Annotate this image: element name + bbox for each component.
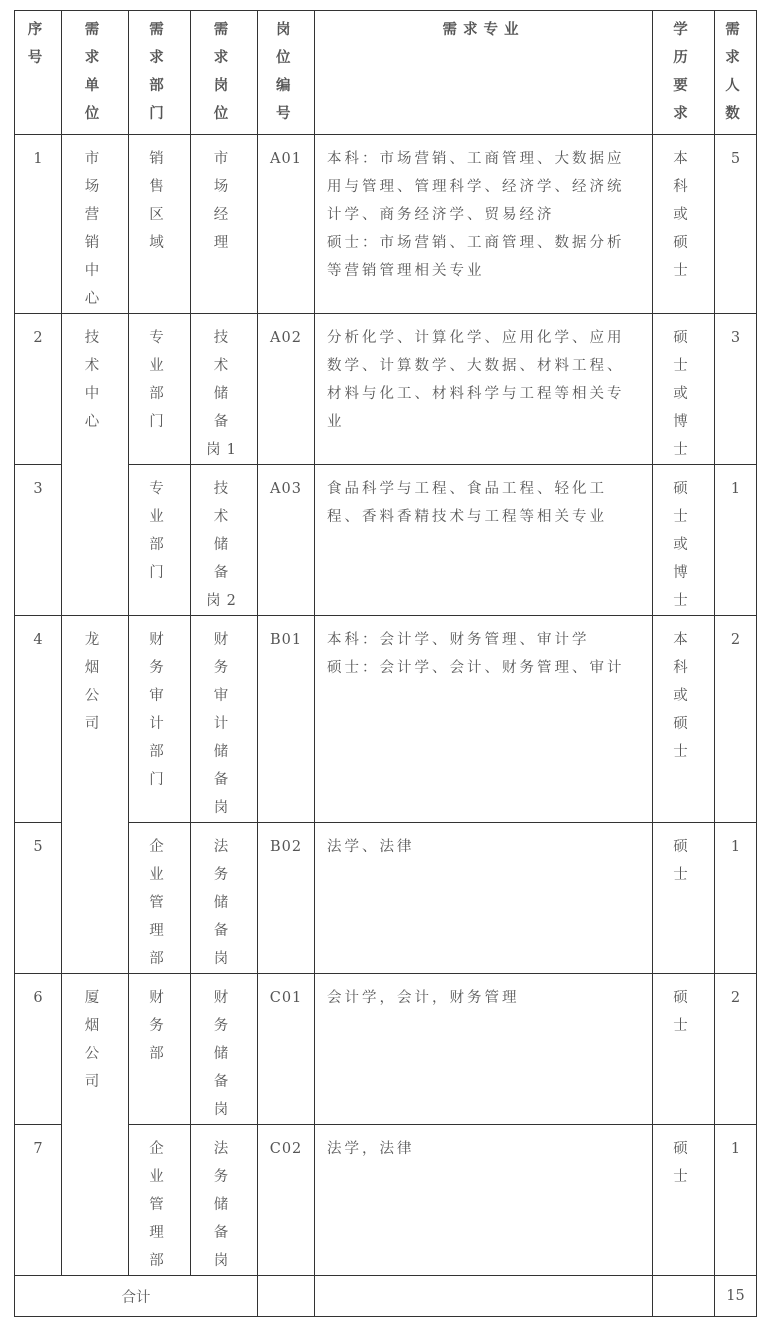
cell-edu: 硕士 (653, 974, 715, 1125)
cell-code: A01 (258, 135, 315, 314)
header-dept: 需求部门 (129, 11, 191, 135)
cell-position: 财务审计储备岗 (191, 616, 258, 823)
cell-edu: 本科或硕士 (653, 135, 715, 314)
cell-position: 法务储备岗 (191, 823, 258, 974)
total-label-cell: 合计 (15, 1276, 258, 1317)
table-row (15, 616, 757, 823)
total-count-cell: 15 (715, 1276, 757, 1317)
header-unit: 需求单位 (62, 11, 129, 135)
cell-count: 2 (715, 974, 757, 1125)
cell-seq: 2 (15, 314, 62, 465)
cell-position: 技术储备岗1 (191, 314, 258, 465)
cell-count: 5 (715, 135, 757, 314)
header-code: 岗位编号 (258, 11, 315, 135)
cell-edu: 硕士 (653, 823, 715, 974)
header-seq: 序号 (15, 11, 62, 135)
cell-major: 食品科学与工程、食品工程、轻化工程、香料香精技术与工程等相关专业 (315, 465, 653, 616)
cell-count: 1 (715, 823, 757, 974)
cell-unit: 技术中心 (62, 314, 129, 616)
cell-seq: 5 (15, 823, 62, 974)
cell-position: 财务储备岗 (191, 974, 258, 1125)
table-row (15, 974, 757, 1125)
cell-code: A02 (258, 314, 315, 465)
total-edu-cell (653, 1276, 715, 1317)
cell-dept: 企业管理部 (129, 1125, 191, 1276)
cell-code: A03 (258, 465, 315, 616)
cell-position: 技术储备岗2 (191, 465, 258, 616)
cell-major: 法学，法律 (315, 1125, 653, 1276)
cell-dept: 专业部门 (129, 465, 191, 616)
header-edu: 学历要求 (653, 11, 715, 135)
cell-major: 法学、法律 (315, 823, 653, 974)
header-count: 需求人数 (715, 11, 757, 135)
cell-major: 本科：市场营销、工商管理、大数据应用与管理、管理科学、经济学、经济统计学、商务经济学、贸易经济 硕士：市场营销、工商管理、数据分析等营销管理相关专业 (315, 135, 653, 314)
cell-code: C01 (258, 974, 315, 1125)
cell-code: B01 (258, 616, 315, 823)
cell-unit: 市场营销中心 (62, 135, 129, 314)
table-row (15, 314, 757, 465)
cell-position: 法务储备岗 (191, 1125, 258, 1276)
cell-major: 本科：会计学、财务管理、审计学 硕士：会计学、会计、财务管理、审计 (315, 616, 653, 823)
cell-dept: 企业管理部 (129, 823, 191, 974)
cell-edu: 硕士 (653, 1125, 715, 1276)
table-row (15, 135, 757, 314)
cell-position: 市场经理 (191, 135, 258, 314)
cell-unit: 龙烟公司 (62, 616, 129, 974)
cell-dept: 销售区域 (129, 135, 191, 314)
cell-seq: 3 (15, 465, 62, 616)
header-position: 需求岗位 (191, 11, 258, 135)
cell-unit: 厦烟公司 (62, 974, 129, 1276)
cell-dept: 财务部 (129, 974, 191, 1125)
cell-count: 2 (715, 616, 757, 823)
cell-major: 分析化学、计算化学、应用化学、应用数学、计算数学、大数据、材料工程、材料与化工、材料科学与工程等相关专业 (315, 314, 653, 465)
cell-count: 1 (715, 1125, 757, 1276)
cell-code: B02 (258, 823, 315, 974)
cell-dept: 财务审计部门 (129, 616, 191, 823)
cell-edu: 本科或硕士 (653, 616, 715, 823)
cell-edu: 硕士或博士 (653, 314, 715, 465)
total-code-cell (258, 1276, 315, 1317)
cell-seq: 7 (15, 1125, 62, 1276)
cell-count: 1 (715, 465, 757, 616)
cell-edu: 硕士或博士 (653, 465, 715, 616)
header-major: 需求专业 (315, 11, 653, 135)
cell-seq: 4 (15, 616, 62, 823)
cell-major: 会计学，会计，财务管理 (315, 974, 653, 1125)
recruitment-table (14, 10, 757, 1317)
cell-seq: 1 (15, 135, 62, 314)
cell-count: 3 (715, 314, 757, 465)
cell-code: C02 (258, 1125, 315, 1276)
total-major-cell (315, 1276, 653, 1317)
cell-seq: 6 (15, 974, 62, 1125)
cell-dept: 专业部门 (129, 314, 191, 465)
total-row (15, 1276, 757, 1317)
header-row (15, 11, 757, 135)
